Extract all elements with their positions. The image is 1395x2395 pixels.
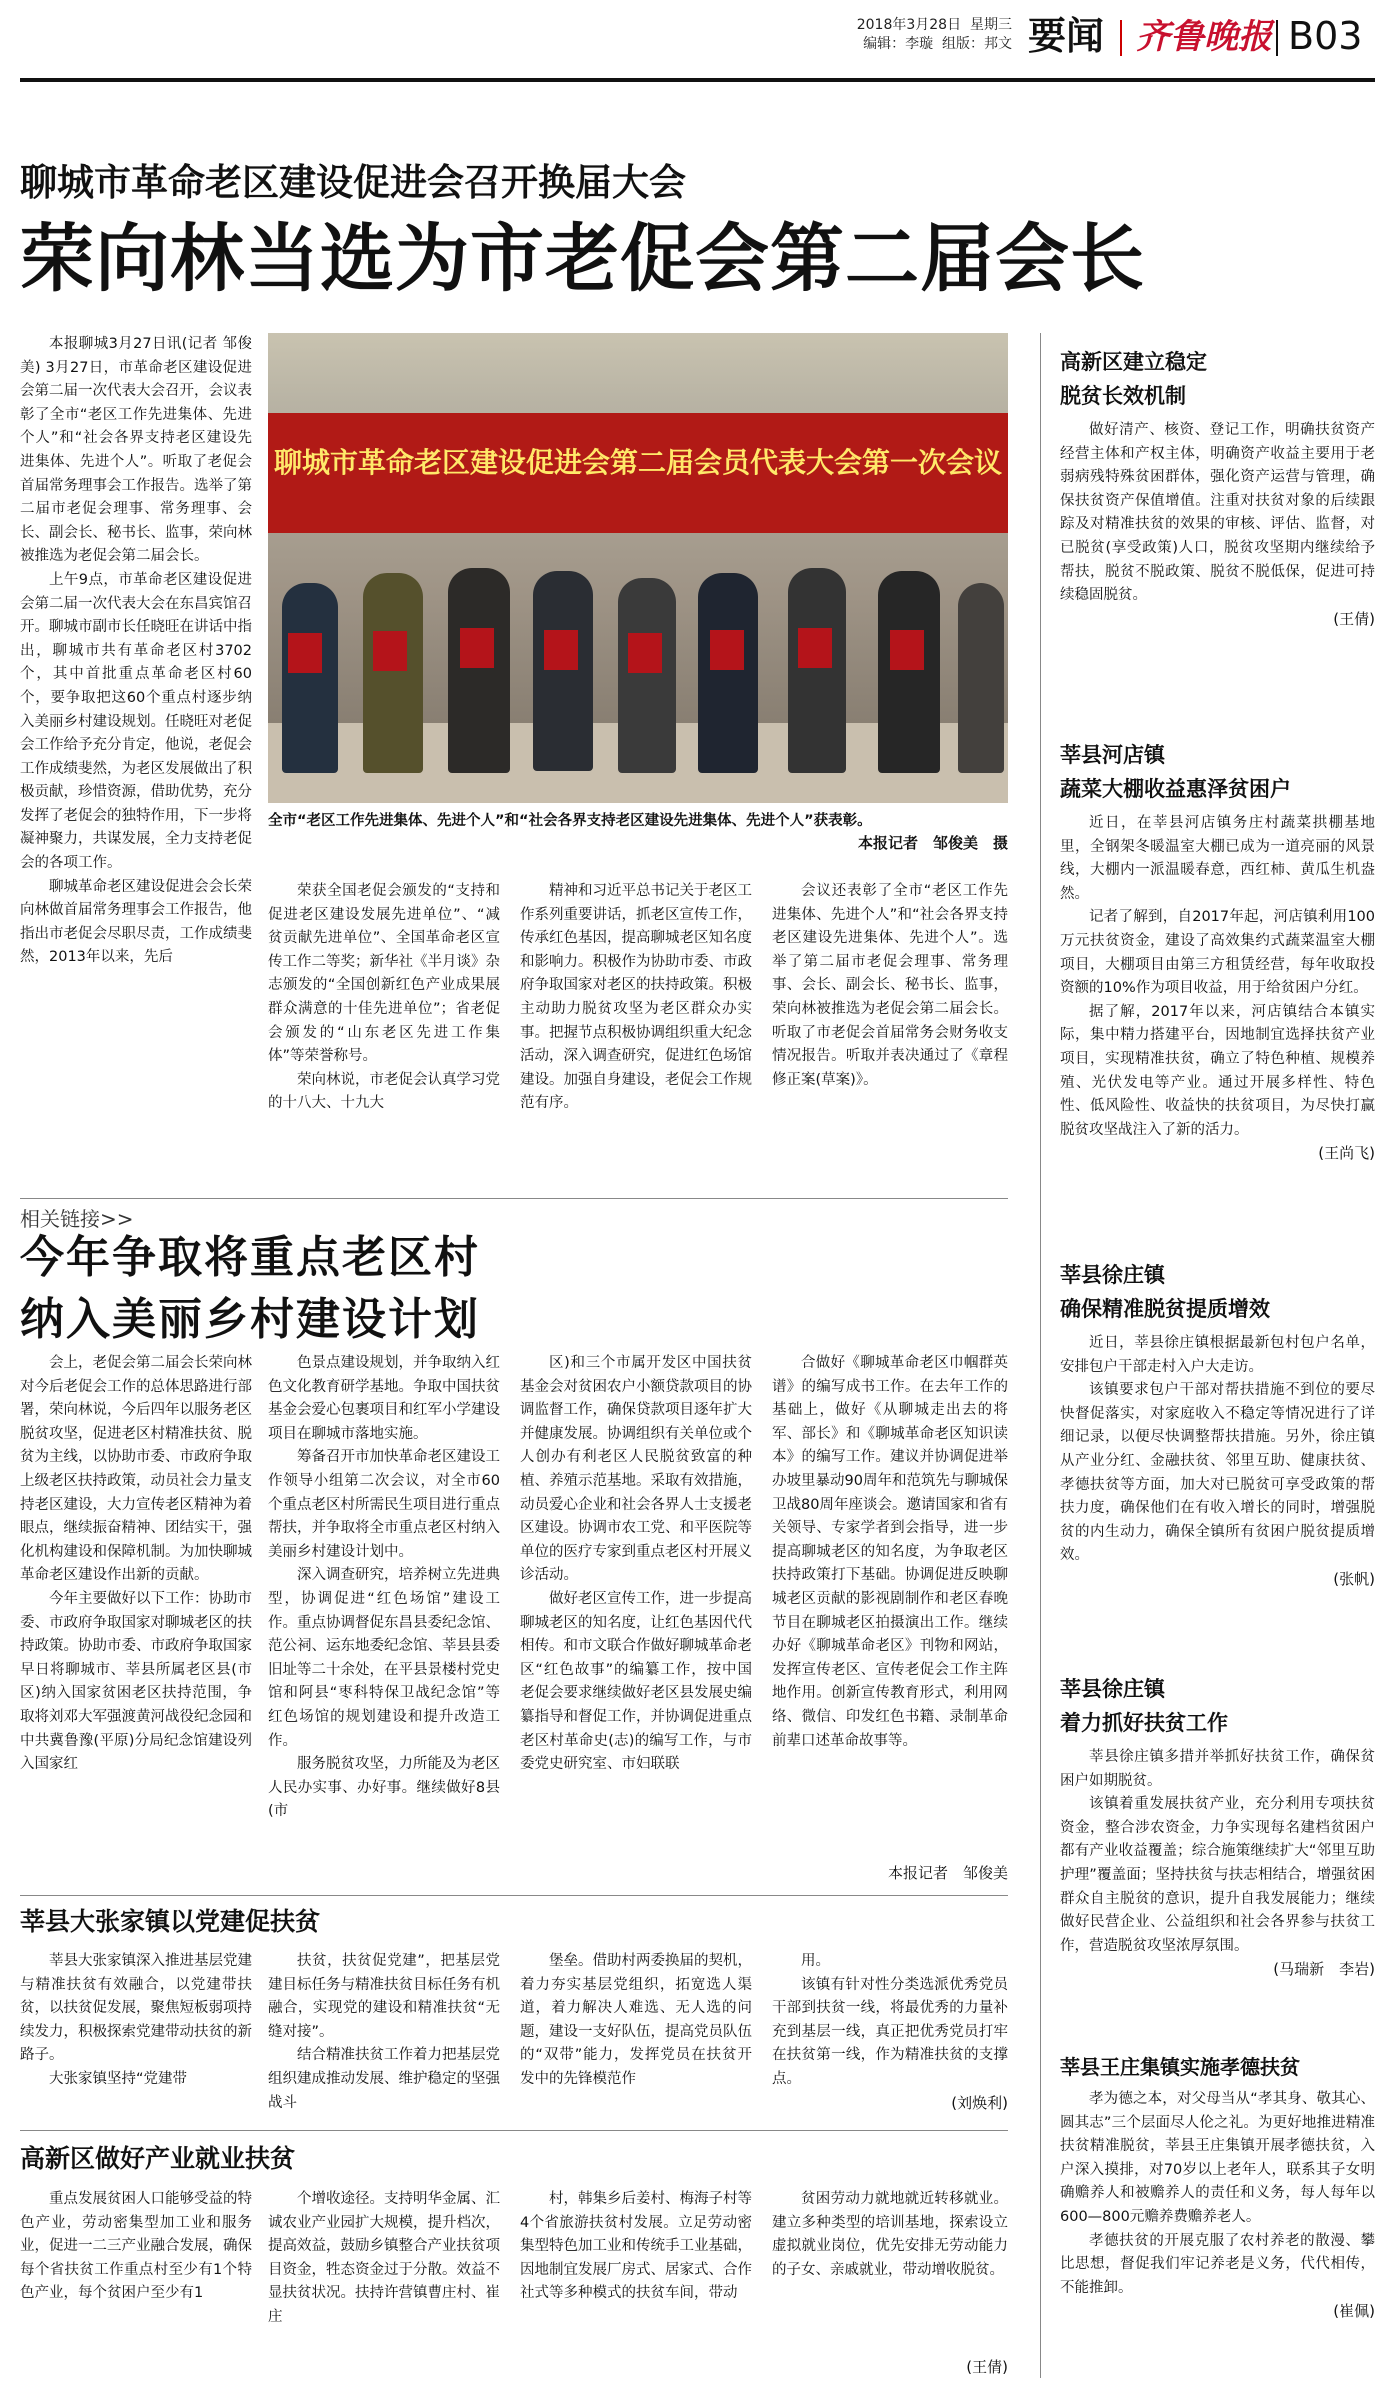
- gaoxin-col-4: [772, 2188, 1008, 2354]
- paragraph: 荣获全国老促会颁发的“支持和促进老区建设发展先进单位”、“减贫贡献先进单位”、全国革命老区宣传工作二等奖；新华社《半月谈》杂志颁发的“全国创新红色产业成果展群众满意的十佳先进单位”；省老促会颁发的“山东老区先进工作集体”等荣誉称号。: [268, 883, 500, 1065]
- paragraph: 村，韩集乡后姜村、梅海子村等4个省旅游扶贫村发展。立足劳动密集型特色加工业和传统手工业基础，因地制宜发展厂房式、居家式、合作社式等多种模式的扶贫车间，带动: [520, 2191, 752, 2302]
- photo-caption: [268, 810, 1008, 832]
- photo-person: [282, 583, 338, 773]
- sidebar-item-1: [1060, 345, 1375, 715]
- paragraph: 大张家镇坚持“党建带: [49, 2070, 188, 2087]
- related-tag: 相关链接>>: [20, 1207, 134, 1231]
- gaoxin-byline: (王倩): [966, 2358, 1008, 2376]
- paragraph: 近日，在莘县河店镇务庄村蔬菜拱棚基地里，全钢架冬暖温室大棚已成为一道亮丽的风景线，大棚内一派温暖春意，西红柿、黄瓜生机盎然。: [1060, 815, 1375, 902]
- zhangjia-col-1: [20, 1950, 252, 2118]
- paragraph: 记者了解到，自2017年起，河店镇利用100万元扶贫资金，建设了高效集约式蔬菜温室大棚项目，大棚项目由第三方租赁经营，每年收取投资额的10%作为项目收益，用于给贫困户分红。: [1060, 909, 1375, 997]
- paragraph: 色景点建设规划，并争取纳入红色文化教育研学基地。争取中国扶贫基金会爱心包裹项目和红军小学建设项目在聊城市落地实施。: [268, 1355, 500, 1442]
- sidebar-item-headline: 莘县王庄集镇实施孝德扶贫: [1060, 2055, 1300, 2079]
- lead-col-4: [772, 880, 1008, 1192]
- sidebar-item-headline: 莘县河店镇: [1060, 743, 1165, 767]
- paragraph: 会上，老促会第二届会长荣向林对今后老促会工作的总体思路进行部署，荣向林说，今后四年以服务老区脱贫攻坚，促进老区村精准扶贫、脱贫为主线，以协助市委、市政府争取上级老区扶持政策，动员社会力量支持老区建设，大力宣传老区精神为着眼点，继续振奋精神、团结实干，强化机构建设和保障机制。为加快聊城革命老区建设作出新的贡献。: [20, 1355, 252, 1584]
- masthead-rule: [20, 78, 1375, 82]
- photo-certificate: [460, 628, 494, 668]
- paragraph: 用。: [801, 1953, 830, 1969]
- photo-person: [363, 573, 423, 773]
- sidebar-item-byline: (张帆): [1333, 1569, 1375, 1588]
- zhangjia-col-3: [520, 1950, 752, 2118]
- photo-certificate: [710, 630, 744, 670]
- masthead-date: 2018年3月28日: [856, 17, 962, 33]
- paragraph: 做好老区宣传工作，进一步提高聊城老区的知名度，让红色基因代代相传。和市文联合作做好聊城革命老区“红色故事”的编纂工作，按中国老促会要求继续做好老区县发展史编纂指导和督促工作，并协调促进重点老区村革命史(志)的编写工作，与市委党史研究室、市妇联联: [520, 1590, 752, 1773]
- photo-credit: 本报记者 邹俊美 摄: [857, 834, 1008, 852]
- related-col-1: [20, 1352, 252, 1884]
- related-col-4: [772, 1352, 1008, 1860]
- paragraph: 服务脱贫攻坚，力所能及为老区人民办实事、办好事。继续做好8县(市: [268, 1756, 500, 1820]
- related-title-line-1: 今年争取将重点老区村: [20, 1232, 480, 1283]
- sidebar-item-body: [1060, 2088, 1375, 2300]
- sidebar-item-subhead: 蔬菜大棚收益惠泽贫困户: [1060, 777, 1291, 801]
- lead-rule: [20, 1198, 1008, 1199]
- sidebar-item-body: [1060, 419, 1375, 608]
- photo-certificate: [544, 630, 578, 670]
- lead-col-3: [520, 880, 752, 1192]
- paragraph: 筹备召开市加快革命老区建设工作领导小组第二次会议，对全市60个重点老区村所需民生项目进行重点帮扶，并争取将全市重点老区村纳入美丽乡村建设计划中。: [268, 1449, 500, 1560]
- paragraph: 该镇要求包户干部对帮扶措施不到位的要尽快督促落实，对家庭收入不稳定等情况进行了详细记录，以便尽快调整帮扶措施。另外，徐庄镇从产业分红、金融扶贫、邻里互助、健康扶贫、孝德扶贫等方面，加大对已脱贫可享受政策的帮扶力度，确保他们在有收入增长的同时，增强脱贫的内生动力，确保全镇所有贫困户脱贫提质增效。: [1060, 1382, 1375, 1564]
- lead-title: 荣向林当选为市老促会第二届会长: [20, 216, 1145, 302]
- photo-person: [878, 571, 940, 773]
- gaoxin-col-1: [20, 2188, 252, 2378]
- gaoxin-col-3: [520, 2188, 752, 2378]
- masthead-editor: 编辑：李璇: [863, 36, 934, 52]
- related-col-2: [268, 1352, 500, 1884]
- photo-certificate: [798, 628, 832, 668]
- photo-person: [448, 568, 510, 773]
- sidebar-item-subhead: 脱贫长效机制: [1060, 384, 1186, 408]
- lead-col-2: [268, 880, 500, 1192]
- related-rule: [20, 1895, 1008, 1896]
- related-col-3: [520, 1352, 752, 1884]
- paragraph: 近日，莘县徐庄镇根据最新包村包户名单，安排包户干部走村入户大走访。: [1060, 1335, 1375, 1375]
- related-title-line-2: 纳入美丽乡村建设计划: [20, 1294, 480, 1345]
- sidebar-item-headline: 高新区建立稳定: [1060, 350, 1207, 374]
- zhangjia-col-4: [772, 1950, 1008, 2094]
- sidebar-item-subhead: 着力抓好扶贫工作: [1060, 1711, 1228, 1735]
- paragraph: 区)和三个市属开发区中国扶贫基金会对贫困农户小额贷款项目的协调监督工作，确保贷款项目逐年扩大并健康发展。协调组织有关单位或个人创办有利老区人民脱贫致富的种植、养殖示范基地。采取有效措施，动员爱心企业和社会各界人士支援老区建设。协调市农工党、和平医院等单位的医疗专家到重点老区村开展义诊活动。: [520, 1355, 752, 1584]
- photo-person: [788, 568, 846, 773]
- paragraph: 该镇着重发展扶贫产业，充分利用专项扶贫资金，整合涉农资金，力争实现每名建档贫困户都有产业收益覆盖；综合施策继续扩大“邻里互助护理”覆盖面；坚持扶贫与扶志相结合，增强贫困群众自主脱贫的意识，提升自我发展能力；继续做好民营企业、公益组织和社会各界参与扶贫工作，营造脱贫攻坚浓厚氛围。: [1060, 1796, 1375, 1954]
- photo-certificate: [628, 633, 662, 673]
- photo-person: [618, 578, 676, 773]
- lead-subtitle: 聊城市革命老区建设促进会召开换届大会: [20, 161, 686, 204]
- photo-person: [533, 571, 593, 771]
- photo-person: [958, 583, 1004, 773]
- paragraph: 贫困劳动力就地就近转移就业。建立多种类型的培训基地，探索设立虚拟就业岗位，优先安排无劳动能力的子女、亲戚就业，带动增收脱贫。: [772, 2191, 1008, 2278]
- paragraph: 深入调查研究，培养树立先进典型，协调促进“红色场馆”建设工作。重点协调督促东昌县委纪念馆、范公祠、运东地委纪念馆、莘县县委旧址等二十余处，在平县景楼村党史馆和阿县“枣科特保卫战纪念馆”等红色场馆的规划建设和提升改造工作。: [268, 1567, 500, 1749]
- zhangjia-col-2: [268, 1950, 500, 2118]
- paragraph: 结合精准扶贫工作着力把基层党组织建成推动发展、维护稳定的坚强战斗: [268, 2047, 500, 2111]
- masthead-weekday: 星期三: [970, 17, 1012, 33]
- zhangjia-byline: (刘焕利): [951, 2094, 1008, 2112]
- page-number: B03: [1288, 14, 1363, 58]
- paragraph: 孝德扶贫的开展克服了农村养老的散漫、攀比思想，督促我们牢记养老是义务，代代相传，不能推卸。: [1060, 2232, 1375, 2296]
- paper-logo: 齐鲁晚报: [1136, 17, 1272, 57]
- zhangjia-rule: [20, 2130, 1008, 2131]
- paragraph: 重点发展贫困人口能够受益的特色产业，劳动密集型加工业和服务业，促进一二三产业融合发展，确保每个省扶贫工作重点村至少有1个特色产业，每个贫困户至少有1: [20, 2191, 252, 2302]
- paragraph: 今年主要做好以下工作：协助市委、市政府争取国家对聊城老区的扶持政策。协助市委、市政府争取国家早日将聊城市、莘县所属老区县(市区)纳入国家贫困老区扶持范围，争取将刘邓大军强渡黄河战役纪念园和中共冀鲁豫(平原)分局纪念馆建设列入国家红: [20, 1590, 252, 1773]
- paragraph: 聊城革命老区建设促进会会长荣向林做首届常务理事会工作报告，他指出市老促会尽职尽责，工作成绩斐然，2013年以来，先后: [20, 878, 252, 966]
- masthead-meta: [857, 16, 1012, 54]
- gaoxin-title: 高新区做好产业就业扶贫: [20, 2144, 296, 2173]
- sidebar-item-body: [1060, 1332, 1375, 1568]
- sidebar-item-headline: 莘县徐庄镇: [1060, 1263, 1165, 1287]
- paragraph: 该镇有针对性分类选派优秀党员干部到扶贫一线，将最优秀的力量补充到基层一线，真正把优秀党员打牢在扶贫第一线，作为精准扶贫的支撑点。: [772, 1976, 1008, 2087]
- paragraph: 荣向林说，市老促会认真学习党的十八大、十九大: [268, 1071, 500, 1112]
- sidebar-divider: [1040, 333, 1041, 2378]
- photo-certificate: [373, 631, 407, 671]
- paragraph: 上午9点，市革命老区建设促进会第二届一次代表大会在东昌宾馆召开。聊城市副市长任晓旺在讲话中指出，聊城市共有革命老区村3702个，其中首批重点革命老区村60个，要争取把这60个重点村逐步纳入美丽乡村建设规划。任晓旺对老促会工作给予充分肯定，他说，老促会工作成绩斐然，为老区发展做出了积极贡献，珍惜资源，借助优势，充分发挥了老促会的独特作用，下一步将凝神聚力，共谋发展，全力支持老促会的各项工作。: [20, 571, 252, 872]
- paragraph: 孝为德之本，对父母当从“孝其身、敬其心、圆其志”三个层面尽人伦之礼。为更好地推进精准扶贫精准脱贫，莘县王庄集镇开展孝德扶贫，入户深入摸排，对70岁以上老年人，联系其子女明确赡养人和被赡养人的责任和义务，每人每年以600—800元赡养费赡养老人。: [1060, 2091, 1375, 2225]
- sidebar-item-byline: (王倩): [1333, 609, 1375, 628]
- masthead-divider-2: [1276, 20, 1278, 56]
- masthead-designer: 组版：邦文: [942, 36, 1012, 52]
- gaoxin-col-2: [268, 2188, 500, 2378]
- paragraph: 本报聊城3月27日讯(记者 邹俊美) 3月27日，市革命老区建设促进会第二届一次代表大会召开，会议表彰了全市“老区工作先进集体、先进个人”和“社会各界支持老区建设先进集体、先进个人”。听取了老促会首届常务理事会工作报告。选举了第二届市老促会理事、常务理事、会长、副会长、秘书长、监事，荣向林被推选为老促会第二届会长。: [20, 336, 252, 565]
- caption-text: 全市“老区工作先进集体、先进个人”和“社会各界支持老区建设先进集体、先进个人”获表彰。: [268, 813, 872, 829]
- paragraph: 扶贫，扶贫促党建”，把基层党建目标任务与精准扶贫目标任务有机融合，实现党的建设和精准扶贫“无缝对接”。: [268, 1953, 500, 2040]
- lead-col-1: [20, 333, 252, 1193]
- photo-certificate: [288, 633, 322, 673]
- sidebar-item-body: [1060, 1746, 1375, 1958]
- photo-banner-text: 聊城市革命老区建设促进会第二届会员代表大会第一次会议: [273, 446, 1002, 479]
- sidebar-item-subhead: 确保精准脱贫提质增效: [1060, 1297, 1270, 1321]
- sidebar-item-3: [1060, 1258, 1375, 1668]
- paragraph: 莘县徐庄镇多措并举抓好扶贫工作，确保贫困户如期脱贫。: [1060, 1749, 1375, 1789]
- masthead-divider: [1120, 20, 1122, 56]
- paragraph: 莘县大张家镇深入推进基层党建与精准扶贫有效融合，以党建带扶贫，以扶贫促发展，聚焦短板弱项持续发力，积极探索党建带动扶贫的新路子。: [20, 1953, 252, 2064]
- related-byline: 本报记者 邹俊美: [887, 1864, 1008, 1882]
- paragraph: 据了解，2017年以来，河店镇结合本镇实际，集中精力搭建平台，因地制宜选择扶贫产业项目，实现精准扶贫，确立了特色种植、规模养殖、光伏发电等产业。通过开展多样性、特色性、低风险性、收益快的扶贫项目，为尽快打赢脱贫攻坚战注入了新的活力。: [1060, 1003, 1375, 1138]
- photo-person: [698, 573, 758, 773]
- sidebar-item-byline: (马瑞新 李岩): [1273, 1960, 1375, 1979]
- sidebar-item-byline: (王尚飞): [1318, 1144, 1375, 1163]
- paragraph: 会议还表彰了全市“老区工作先进集体、先进个人”和“社会各界支持老区建设先进集体、先进个人”。选举了第二届市老促会理事、常务理事、会长、副会长、秘书长、监事，荣向林被推选为老促会第二届会长。听取了市老促会首届常务会财务收支情况报告。听取并表决通过了《章程修正案(草案)》。: [772, 883, 1008, 1088]
- sidebar-item-4: [1060, 1672, 1375, 2042]
- photo-certificate: [890, 630, 924, 670]
- section-name: 要闻: [1028, 14, 1105, 58]
- lead-photo: [268, 333, 1008, 803]
- paragraph: 个增收途径。支持明华金属、汇诚农业产业园扩大规模，提升档次，提高效益，鼓励乡镇整合产业扶贫项目资金，牲态资金过于分散。效益不显扶贫状况。扶持许营镇曹庄村、崔庄: [268, 2191, 500, 2325]
- sidebar-item-byline: (崔佩): [1333, 2302, 1375, 2321]
- paragraph: 堡垒。借助村两委换届的契机，着力夯实基层党组织，拓宽选人渠道，着力解决人难选、无人选的问题，建设一支好队伍，提高党员队伍的“双带”能力，发挥党员在扶贫开发中的先锋模范作: [520, 1953, 752, 2087]
- sidebar-item-body: [1060, 812, 1375, 1142]
- zhangjia-title: 莘县大张家镇以党建促扶贫: [20, 1907, 321, 1936]
- paragraph: 做好清产、核资、登记工作，明确扶贫资产经营主体和产权主体，明确资产收益主要用于老弱病残特殊贫困群体，强化资产运营与管理，确保扶贫资产保值增值。注重对扶贫对象的后续跟踪及对精准扶贫的效果的审核、评估、监督，对已脱贫(享受政策)人口，脱贫攻坚期内继续给予帮扶，脱贫不脱政策、脱贫不脱低保，促进可持续稳固脱贫。: [1060, 422, 1375, 604]
- sidebar-item-2: [1060, 738, 1375, 1258]
- paragraph: 精神和习近平总书记关于老区工作系列重要讲话，抓老区宣传工作，传承红色基因，提高聊城老区知名度和影响力。积极作为协助市委、市政府争取国家对老区的扶持政策。积极主动助力脱贫攻坚为老区群众办实事。把握节点积极协调组织重大纪念活动，深入调查研究，促进红色场馆建设。加强自身建设，老促会工作规范有序。: [520, 883, 752, 1112]
- paragraph: 合做好《聊城革命老区巾帼群英谱》的编写成书工作。在去年工作的基础上，做好《从聊城走出去的将军、部长》和《聊城革命老区知识读本》的编写工作。建议并协调促进举办坡里暴动90周年和范筑先与聊城保卫战80周年座谈会。邀请国家和省有关领导、专家学者到会指导，进一步提高聊城老区的知名度，为争取老区扶持政策打下基础。协调促进反映聊城老区贡献的影视剧制作和老区春晚节目在聊城老区拍摄演出工作。继续办好《聊城革命老区》刊物和网站，发挥宣传老区、宣传老促会工作主阵地作用。创新宣传教育形式，利用网络、微信、印发红色书籍、录制革命前辈口述革命故事等。: [772, 1355, 1008, 1749]
- sidebar-item-5: [1060, 2050, 1375, 2385]
- sidebar-item-headline: 莘县徐庄镇: [1060, 1677, 1165, 1701]
